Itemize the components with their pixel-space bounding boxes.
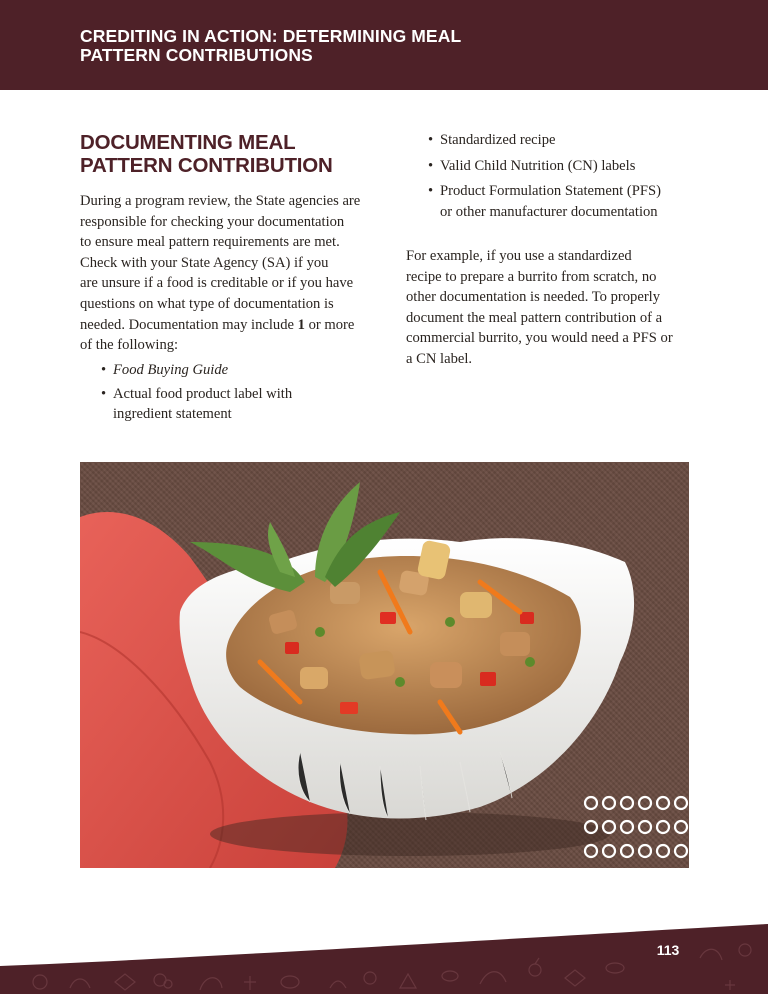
example-line: document the meal pattern contribution of a bbox=[406, 309, 663, 326]
food-buying-guide-title: Food Buying Guide bbox=[113, 362, 229, 378]
list-item bbox=[101, 360, 371, 381]
list-item bbox=[428, 181, 728, 222]
example-line: commercial burrito, you would need a PFS or bbox=[406, 330, 673, 347]
section-heading bbox=[80, 131, 370, 177]
list-item-line: • Valid Child Nutrition (CN) labels bbox=[440, 157, 636, 174]
intro-line: are unsure if a food is creditable or if you have bbox=[80, 275, 354, 292]
example-paragraph bbox=[406, 246, 706, 370]
section-heading-line: DOCUMENTING MEAL bbox=[80, 131, 296, 154]
list-item bbox=[428, 130, 728, 151]
list-item-line: • Standardized recipe bbox=[440, 132, 556, 148]
list-item-line: or other manufacturer documentation bbox=[440, 203, 658, 220]
documentation-list-left bbox=[101, 360, 371, 428]
list-item-line bbox=[113, 360, 371, 381]
intro-line: of the following: bbox=[80, 337, 179, 354]
header-band bbox=[0, 0, 768, 90]
intro-line: responsible for checking your documentation bbox=[80, 213, 345, 230]
header-title-line: CREDITING IN ACTION: DETERMINING MEAL bbox=[80, 26, 462, 46]
page-number: 113 bbox=[656, 942, 680, 958]
intro-line: During a program review, the State agencies are bbox=[80, 193, 361, 209]
intro-paragraph bbox=[80, 191, 365, 356]
section-heading-line: PATTERN CONTRIBUTION bbox=[80, 154, 333, 177]
example-line: a CN label. bbox=[406, 350, 473, 367]
intro-line: questions on what type of documentation is bbox=[80, 295, 334, 312]
intro-line-text: needed. Documentation may include bbox=[80, 316, 298, 333]
intro-line: to ensure meal pattern requirements are met. bbox=[80, 234, 340, 251]
intro-bold-count: 1 bbox=[297, 316, 305, 333]
example-line: other documentation is needed. To properly bbox=[406, 289, 661, 306]
list-item-line: • Actual food product label with bbox=[113, 385, 293, 402]
example-line: For example, if you use a standardized bbox=[406, 248, 632, 264]
header-title-line: PATTERN CONTRIBUTIONS bbox=[80, 45, 313, 65]
list-item bbox=[428, 156, 728, 177]
bowl-shadow bbox=[210, 812, 610, 856]
intro-line: Check with your State Agency (SA) if you bbox=[80, 254, 329, 271]
header-title bbox=[80, 27, 600, 65]
decorative-circle-pattern bbox=[583, 795, 689, 861]
circle-pattern-icon bbox=[583, 795, 689, 861]
list-item-line: • Product Formulation Statement (PFS) bbox=[440, 183, 661, 200]
list-item bbox=[101, 384, 371, 425]
documentation-list-right bbox=[428, 130, 728, 227]
intro-line-text: or more bbox=[304, 316, 355, 333]
intro-line bbox=[80, 315, 365, 336]
list-item-line: ingredient statement bbox=[113, 406, 232, 423]
example-line: recipe to prepare a burrito from scratch, no bbox=[406, 268, 657, 285]
